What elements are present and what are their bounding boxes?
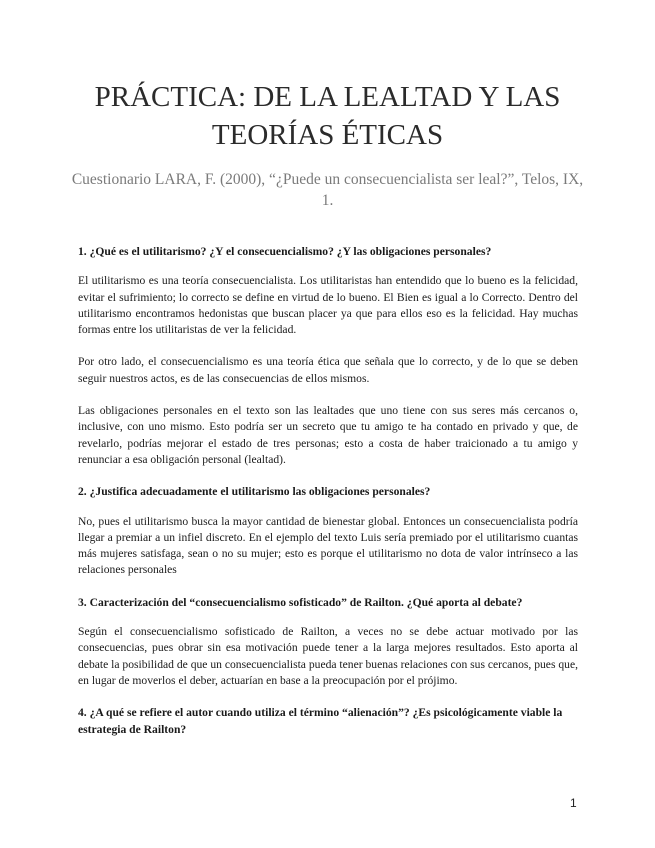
- document-body: [78, 244, 578, 751]
- paragraph: Las obligaciones personales en el texto son las lealtades que uno tiene con sus seres más cercanos o, inclusive, con uno mismo. Esto podría ser un secreto que tu amigo te ha contado en privado y que, de revelarlo, podrías mejorar el estado de tres personas; esto a costa de haber traicionado a tu amigo y renunciar a esa obligación personal (lealtad).: [78, 404, 578, 466]
- section-1: [78, 244, 578, 468]
- section-2: [78, 484, 578, 578]
- page-number: 1: [570, 796, 577, 810]
- paragraph: El utilitarismo es una teoría consecuencialista. Los utilitaristas han entendido que lo bueno es la felicidad, evitar el sufrimiento; lo correcto se define en virtud de lo bueno. El Bien es igual a lo Correcto. Dentro del utilitarismo encontramos hedonistas que buscan placer ya que para ellos eso es la felicidad. Hay muchas formas entre los utilitaristas de ver la felicidad.: [78, 274, 578, 337]
- question-3: 3. Caracterización del “consecuencialismo sofisticado” de Railton. ¿Qué aporta al debate?: [78, 595, 523, 609]
- section-3: [78, 595, 578, 689]
- page-subtitle: Cuestionario LARA, F. (2000), “¿Puede un consecuencialista ser leal?”, Telos, IX, 1.: [71, 171, 584, 209]
- section-4: [78, 705, 578, 738]
- paragraph: No, pues el utilitarismo busca la mayor cantidad de bienestar global. Entonces un consecuencialista podría llegar a premiar a un infiel discreto. En el ejemplo del texto Luis sería premiado por el utilitarismo cuantas más mujeres satisfaga, sean o no su mujer; esto es porque el utilitarismo no dota de valor intrínseco a las relaciones personales: [78, 514, 578, 577]
- question-4: 4. ¿A qué se refiere el autor cuando utiliza el término “alienación”? ¿Es psicológicamente viable la estrategia de Railton?: [78, 706, 563, 736]
- paragraph: Según el consecuencialismo sofisticado de Railton, a veces no se debe actuar motivado por las consecuencias, pues obrar sin esa motivación puede tener a la larga mejores resultados. Esto aporta al debate la posibilidad de que un consecuencialista pueda tener buenas relaciones con sus cercanos, pues que, en lugar de moverlos el deber, actuarían en base a la preocupación por el prójimo.: [78, 625, 578, 687]
- question-2: 2. ¿Justifica adecuadamente el utilitarismo las obligaciones personales?: [78, 485, 431, 499]
- page-title: PRÁCTICA: DE LA LEALTAD Y LAS TEORÍAS ÉTICAS: [94, 81, 561, 151]
- question-1: 1. ¿Qué es el utilitarismo? ¿Y el consecuencialismo? ¿Y las obligaciones personales?: [78, 245, 492, 258]
- paragraph: Por otro lado, el consecuencialismo es una teoría ética que señala que lo correcto, y de lo que se deben seguir nuestros actos, es de las consecuencias de ellos mismos.: [78, 355, 578, 385]
